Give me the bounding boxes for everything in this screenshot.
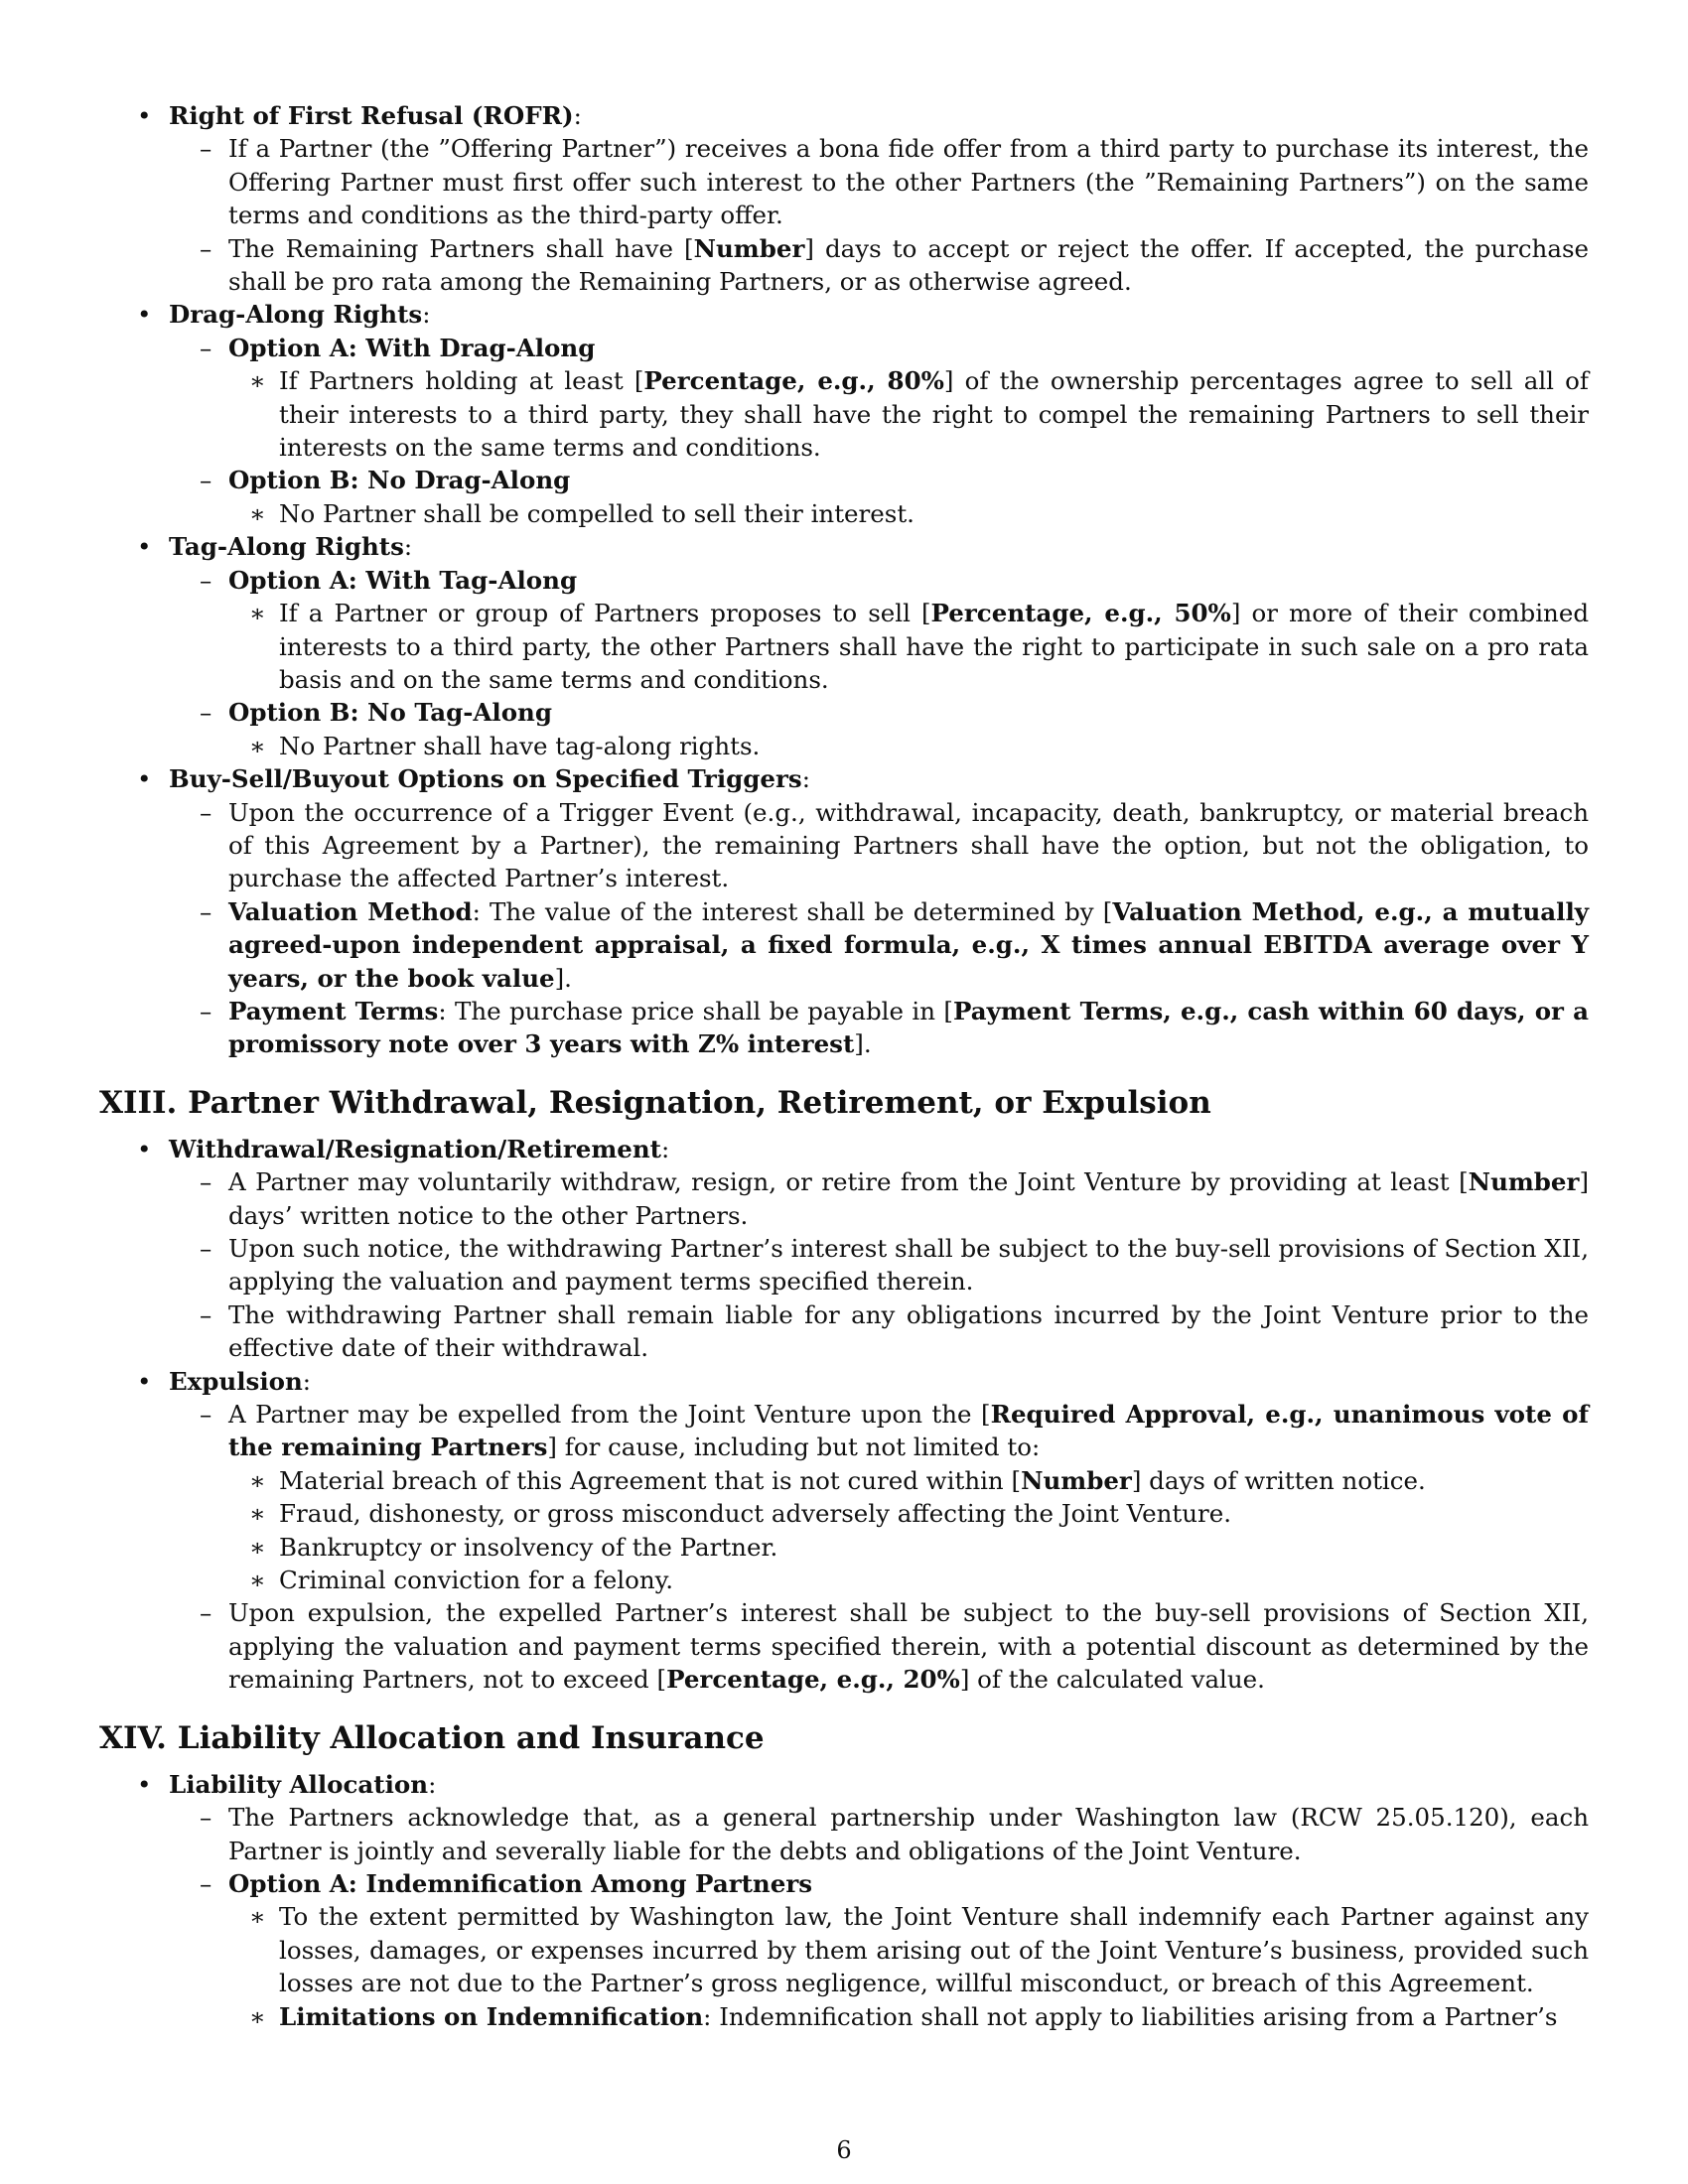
expulsion-para-1: – A Partner may be expelled from the Joint Venture upon the [Required Approval, e.g., unanimous vote of the remaining Partners] for cause, including but not limited to:: [200, 1400, 1589, 1462]
dash-marker: –: [200, 565, 212, 595]
drag-along-item: • Drag-Along Rights:: [99, 298, 1589, 331]
star-marker: ∗: [249, 1902, 266, 1932]
star-marker: ∗: [249, 1499, 266, 1529]
section-xiv-heading: XIV. Liability Allocation and Insurance: [99, 1719, 765, 1756]
drag-option-a: – Option A: With Drag-Along: [99, 332, 1589, 364]
payment-terms-para: – Payment Terms: The purchase price shall be payable in [Payment Terms, e.g., cash within 60 days, or a promissory note over 3 years with Z% interest].: [200, 996, 1589, 1059]
bullet-marker: •: [137, 764, 152, 794]
withdrawal-para-3: – The withdrawing Partner shall remain liable for any obligations incurred by the Joint Venture prior to the effective date of their withdrawal.: [200, 1299, 1589, 1363]
placeholder-percentage: Percentage, e.g., 80%: [643, 366, 944, 396]
dash-marker: –: [200, 1868, 212, 1898]
dash-marker: –: [200, 1598, 212, 1628]
star-marker: ∗: [249, 2001, 266, 2031]
placeholder-required-approval: Required Approval, e.g., unanimous vote of the remaining Partners: [228, 1400, 1589, 1462]
withdrawal-item: • Withdrawal/Resignation/Retirement:: [99, 1133, 1589, 1165]
liability-allocation-label: Liability Allocation: [169, 1769, 429, 1799]
cause-item-1: ∗ Material breach of this Agreement that is not cured within [Number] days of written notice.: [99, 1464, 1589, 1497]
placeholder-payment-terms: Payment Terms, e.g., cash within 60 days, or a promissory note over 3 years with Z% interest: [228, 996, 1589, 1059]
dash-marker: –: [200, 797, 212, 827]
bullet-marker: •: [137, 300, 152, 330]
placeholder-number: Number: [693, 233, 805, 263]
star-marker: ∗: [249, 366, 266, 396]
star-marker: ∗: [249, 498, 266, 528]
star-marker: ∗: [249, 599, 266, 628]
rofr-para-1: – If a Partner (the ”Offering Partner”) receives a bona fide offer from a third party to purchase its interest, the Offering Partner must first offer such interest to the other Partners (the ”Remaining Partners”) on the same terms and conditions as the third-party offer.: [200, 134, 1589, 230]
bullet-marker: •: [137, 1366, 152, 1396]
cause-item-4: ∗ Criminal conviction for a felony.: [99, 1564, 1589, 1596]
indemnification-option-a: – Option A: Indemnification Among Partners: [99, 1867, 1589, 1900]
placeholder-percentage: Percentage, e.g., 20%: [666, 1665, 960, 1695]
dash-marker: –: [200, 996, 212, 1025]
tag-option-a: – Option A: With Tag-Along: [99, 564, 1589, 597]
dash-marker: –: [200, 698, 212, 728]
tag-option-a-text: ∗ If a Partner or group of Partners proposes to sell [Percentage, e.g., 50%] or more of their combined interests to a third party, the other Partners shall have the right to participate in such sale on a pro rata basis and on the same terms and conditions.: [249, 599, 1589, 694]
star-marker: ∗: [249, 1566, 266, 1595]
valuation-method-para: – Valuation Method: The value of the interest shall be determined by [Valuation Method, e.g., a mutually agreed-upon independent appraisal, a fixed formula, e.g., X times annual EBITDA average over Y years, or the book value].: [200, 896, 1590, 993]
star-marker: ∗: [249, 731, 266, 760]
dash-marker: –: [200, 333, 212, 362]
bullet-marker: •: [137, 532, 152, 562]
dash-marker: –: [200, 1400, 212, 1430]
section-xiii-heading: XIII. Partner Withdrawal, Resignation, Retirement, or Expulsion: [99, 1084, 1211, 1121]
liability-para-1: – The Partners acknowledge that, as a general partnership under Washington law (RCW 25.05.120), each Partner is jointly and severally liable for the debts and obligations of the Joint Venture.: [200, 1803, 1589, 1865]
withdrawal-para-1: – A Partner may voluntarily withdraw, resign, or retire from the Joint Venture by providing at least [Number] days’ written notice to the other Partners.: [200, 1167, 1589, 1230]
drag-option-b-text: ∗ No Partner shall be compelled to sell their interest.: [99, 497, 1589, 530]
dash-marker: –: [200, 896, 212, 926]
rofr-label: Right of First Refusal (ROFR): [169, 101, 574, 130]
indemnification-limitations: ∗ Limitations on Indemnification: Indemnification shall not apply to liabilities arising from a Partner’s: [99, 2000, 1589, 2033]
expulsion-label: Expulsion: [169, 1366, 303, 1396]
drag-option-b: – Option B: No Drag-Along: [99, 464, 1589, 496]
expulsion-para-2: – Upon expulsion, the expelled Partner’s interest shall be subject to the buy-sell provisions of Section XII, applying the valuation and payment terms specified therein, with a potential discount as determined by the remaining Partners, not to exceed [Percentage, e.g., 20%] of the calculated value.: [200, 1598, 1589, 1695]
dash-marker: –: [200, 1167, 212, 1197]
placeholder-valuation: Valuation Method, e.g., a mutually agreed-upon independent appraisal, a fixed formula, e.g., X times annual EBITDA average over Y years, or the book value: [228, 896, 1590, 993]
tag-option-b-text: ∗ No Partner shall have tag-along rights.: [99, 730, 1589, 762]
expulsion-item: • Expulsion:: [99, 1365, 1589, 1398]
rofr-para-2: – The Remaining Partners shall have [Number] days to accept or reject the offer. If accepted, the purchase shall be pro rata among the Remaining Partners, or as otherwise agreed.: [200, 233, 1590, 297]
dash-marker: –: [200, 233, 212, 263]
dash-marker: –: [200, 1803, 212, 1833]
dash-marker: –: [200, 1234, 212, 1263]
liability-allocation-item: • Liability Allocation:: [99, 1768, 1589, 1801]
bullet-marker: •: [137, 1769, 152, 1799]
page-number: 6: [836, 2136, 852, 2164]
drag-option-a-text: ∗ If Partners holding at least [Percentage, e.g., 80%] of the ownership percentages agree to sell all of their interests to a third party, they shall have the right to compel the remaining Partners to sell their interests on the same terms and conditions.: [249, 366, 1589, 463]
indemnification-text: ∗ To the extent permitted by Washington law, the Joint Venture shall indemnify each Partner against any losses, damages, or expenses incurred by them arising out of the Joint Venture’s business, provided such losses are not due to the Partner’s gross negligence, willful misconduct, or breach of this Agreement.: [249, 1902, 1589, 1998]
dash-marker: –: [200, 466, 212, 495]
bullet-marker: •: [137, 101, 152, 130]
star-marker: ∗: [249, 1465, 266, 1495]
rofr-item: • Right of First Refusal (ROFR):: [99, 99, 1589, 132]
document-page: [99, 99, 1589, 2033]
bullet-marker: •: [137, 1134, 152, 1163]
buy-sell-item: • Buy-Sell/Buyout Options on Specified Triggers:: [99, 762, 1589, 795]
dash-marker: –: [200, 1299, 212, 1329]
cause-item-2: ∗ Fraud, dishonesty, or gross misconduct adversely affecting the Joint Venture.: [99, 1497, 1589, 1530]
star-marker: ∗: [249, 1532, 266, 1562]
placeholder-number: Number: [1468, 1167, 1580, 1197]
withdrawal-label: Withdrawal/Resignation/Retirement: [169, 1134, 661, 1163]
tag-option-b: – Option B: No Tag-Along: [99, 696, 1589, 729]
cause-item-3: ∗ Bankruptcy or insolvency of the Partner.: [99, 1531, 1589, 1564]
buy-sell-para-1: – Upon the occurrence of a Trigger Event (e.g., withdrawal, incapacity, death, bankruptcy, or material breach of this Agreement by a Partner), the remaining Partners shall have the option, but not the obligation, to purchase the affected Partner’s interest.: [200, 797, 1589, 893]
buy-sell-label: Buy-Sell/Buyout Options on Specified Triggers: [169, 764, 802, 794]
placeholder-percentage: Percentage, e.g., 50%: [930, 599, 1231, 628]
dash-marker: –: [200, 134, 212, 164]
drag-along-label: Drag-Along Rights: [169, 300, 423, 330]
withdrawal-para-2: – Upon such notice, the withdrawing Partner’s interest shall be subject to the buy-sell provisions of Section XII, applying the valuation and payment terms specified therein.: [200, 1234, 1589, 1297]
tag-along-item: • Tag-Along Rights:: [99, 530, 1589, 563]
placeholder-number: Number: [1021, 1465, 1132, 1495]
tag-along-label: Tag-Along Rights: [169, 532, 404, 562]
